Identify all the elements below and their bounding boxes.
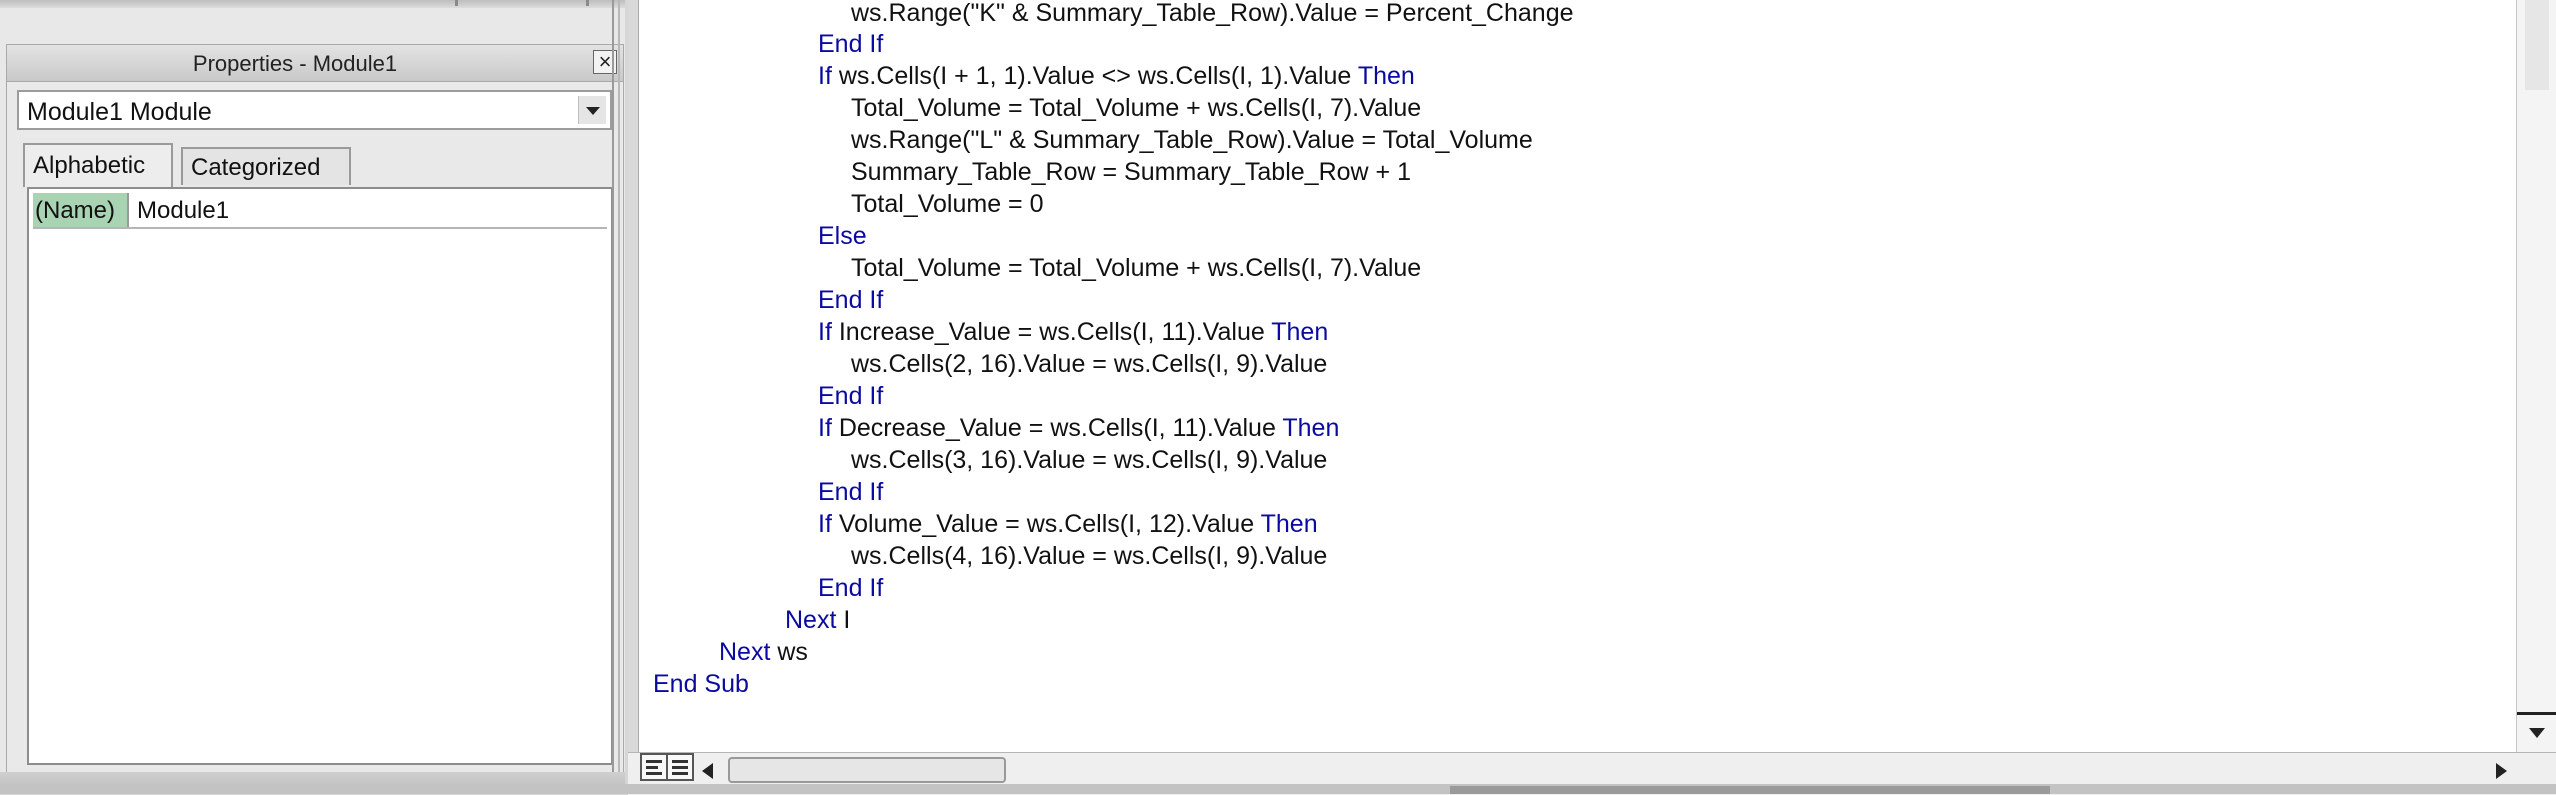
horizontal-scroll-thumb[interactable] bbox=[728, 757, 1006, 783]
splitter-tick bbox=[586, 0, 589, 6]
full-module-view-icon[interactable] bbox=[666, 753, 694, 781]
property-value[interactable]: Module1 bbox=[137, 197, 230, 224]
pane-splitter[interactable] bbox=[618, 0, 620, 794]
code-line[interactable]: Next ws bbox=[719, 638, 808, 666]
tab-alphabetic[interactable]: Alphabetic bbox=[23, 143, 173, 187]
code-line[interactable]: Total_Volume = 0 bbox=[851, 190, 1044, 218]
code-line[interactable]: ws.Cells(3, 16).Value = ws.Cells(I, 9).Value bbox=[851, 446, 1328, 474]
code-line[interactable]: If Increase_Value = ws.Cells(I, 11).Value Then bbox=[818, 318, 1329, 346]
code-line[interactable]: End If bbox=[818, 382, 884, 410]
pane-divider bbox=[612, 0, 614, 794]
vertical-scrollbar[interactable] bbox=[2516, 0, 2556, 752]
properties-titlebar[interactable] bbox=[7, 45, 623, 82]
code-line[interactable]: End If bbox=[818, 574, 884, 602]
code-line[interactable]: Total_Volume = Total_Volume + ws.Cells(I, 7).Value bbox=[851, 254, 1422, 282]
code-line[interactable]: Total_Volume = Total_Volume + ws.Cells(I, 7).Value bbox=[851, 94, 1422, 122]
property-row[interactable] bbox=[33, 193, 607, 229]
code-editor[interactable] bbox=[640, 0, 2524, 752]
code-line[interactable]: If ws.Cells(I + 1, 1).Value <> ws.Cells(I, 1).Value Then bbox=[818, 62, 1415, 90]
procedure-view-icon[interactable] bbox=[640, 753, 668, 781]
code-line[interactable]: ws.Range("L" & Summary_Table_Row).Value = Total_Volume bbox=[851, 126, 1533, 154]
scroll-track-divider bbox=[2517, 712, 2556, 715]
window-bottom-edge bbox=[0, 784, 2556, 794]
property-name[interactable]: (Name) bbox=[33, 193, 129, 227]
code-line[interactable]: Summary_Table_Row = Summary_Table_Row + 1 bbox=[851, 158, 1411, 186]
code-line[interactable]: ws.Range("K" & Summary_Table_Row).Value = Percent_Change bbox=[851, 0, 1574, 27]
properties-window bbox=[6, 44, 624, 774]
code-line[interactable]: ws.Cells(2, 16).Value = ws.Cells(I, 9).Value bbox=[851, 350, 1328, 378]
code-line[interactable]: End If bbox=[818, 30, 884, 58]
scroll-down-arrow-icon[interactable] bbox=[2517, 718, 2556, 748]
code-window bbox=[628, 0, 2556, 794]
properties-title: Properties - Module1 bbox=[192, 51, 398, 76]
code-line[interactable]: If Decrease_Value = ws.Cells(I, 11).Value Then bbox=[818, 414, 1340, 442]
code-line[interactable]: If Volume_Value = ws.Cells(I, 12).Value Then bbox=[818, 510, 1318, 538]
window-bottom-shadow bbox=[1450, 786, 2050, 794]
object-dropdown-value: Module1 Module bbox=[27, 98, 212, 126]
code-line[interactable]: Next I bbox=[785, 606, 851, 634]
splitter-tick bbox=[455, 0, 458, 6]
scroll-right-arrow-icon[interactable] bbox=[2490, 759, 2512, 781]
close-icon[interactable]: × bbox=[593, 50, 617, 74]
code-margin bbox=[628, 0, 639, 752]
chevron-down-icon[interactable] bbox=[578, 96, 606, 124]
object-dropdown[interactable] bbox=[17, 90, 612, 130]
project-explorer-bottom-edge bbox=[0, 0, 625, 8]
code-line[interactable]: End If bbox=[818, 286, 884, 314]
code-line[interactable]: End If bbox=[818, 478, 884, 506]
scroll-left-arrow-icon[interactable] bbox=[698, 759, 720, 781]
code-line[interactable]: ws.Cells(4, 16).Value = ws.Cells(I, 9).Value bbox=[851, 542, 1328, 570]
property-grid bbox=[27, 187, 613, 765]
properties-pane bbox=[0, 0, 625, 794]
tab-categorized[interactable]: Categorized bbox=[181, 147, 351, 185]
code-line[interactable]: Else bbox=[818, 222, 867, 250]
code-line[interactable]: End Sub bbox=[653, 670, 749, 698]
vertical-scroll-thumb[interactable] bbox=[2525, 0, 2549, 90]
